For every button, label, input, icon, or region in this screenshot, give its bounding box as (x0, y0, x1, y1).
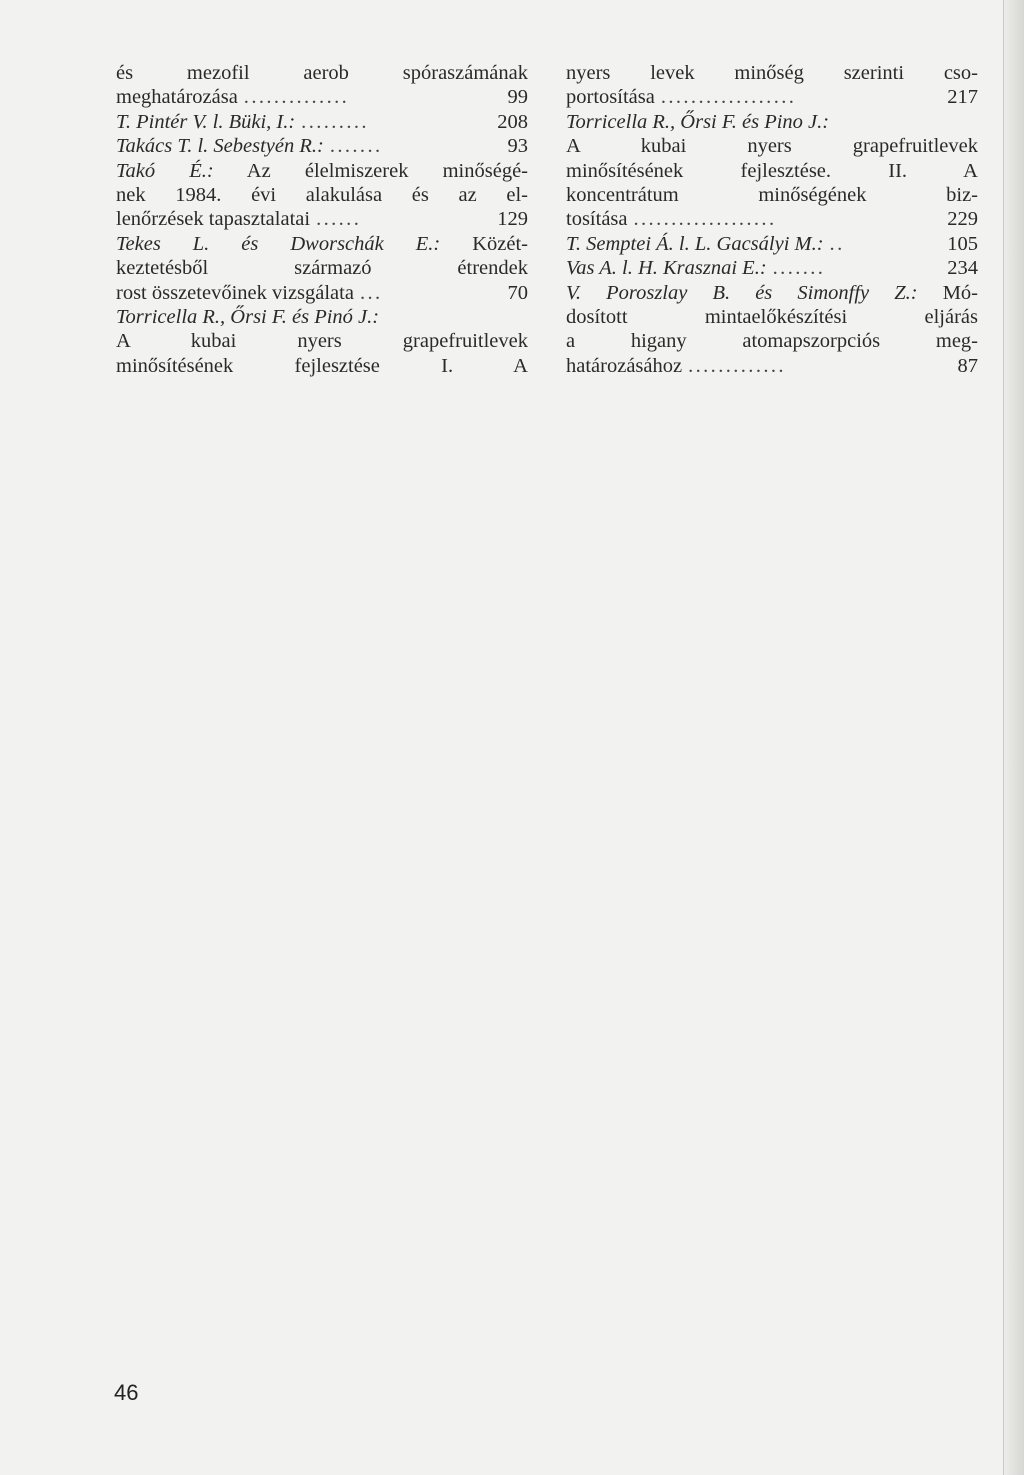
page-ref: 70 (507, 281, 528, 304)
entry-author: Takó É.: (116, 159, 214, 182)
entry-author: T. Semptei Á. l. L. Gacsályi M.: (566, 232, 824, 255)
entry-author: Vas A. l. H. Krasznai E.: (566, 257, 767, 280)
page-ref: 129 (497, 208, 528, 231)
index-line: nyers levek minőség szerinti cso- (566, 62, 978, 84)
entry-title: Az élelmiszerek minőségé- (213, 159, 529, 182)
entry-text: lenőrzések tapasztalatai (116, 208, 311, 231)
entry-author: Takács T. l. Sebestyén R.: (116, 135, 324, 158)
page-ref: 208 (497, 110, 528, 133)
entry-text: határozásához (566, 354, 683, 377)
dot-leader: .............. (243, 86, 350, 109)
index-entry (116, 110, 528, 134)
entry-author: V. Poroszlay B. és Simonffy Z.: (566, 281, 918, 304)
dot-leader: .................. (660, 86, 797, 109)
index-line (566, 281, 978, 305)
entry-text: portosítása (566, 86, 655, 109)
index-line: koncentrátum minőségének biz- (566, 183, 978, 206)
index-entry (116, 134, 528, 158)
index-entry (566, 256, 978, 280)
index-line: A kubai nyers grapefruitlevek (566, 135, 978, 158)
page-ref: 93 (507, 135, 528, 158)
index-entry (566, 354, 978, 378)
index-line: minősítésének fejlesztése. II. A (566, 159, 978, 182)
dot-leader: ...... (316, 208, 362, 231)
dot-leader: ................... (633, 208, 777, 231)
index-entry (116, 85, 528, 109)
index-entry (116, 281, 528, 305)
index-line (116, 159, 528, 183)
index-entry (566, 232, 978, 256)
page-ref: 105 (947, 232, 978, 255)
entry-title: Közét- (440, 232, 528, 255)
page-ref: 87 (957, 354, 978, 377)
page-edge-shadow (1003, 0, 1024, 1475)
index-line: nek 1984. évi alakulása és az el- (116, 183, 528, 206)
entry-text: meghatározása (116, 86, 238, 109)
index-line: a higany atomapszorpciós meg- (566, 330, 978, 353)
page-ref: 99 (507, 86, 528, 109)
index-column-left (116, 61, 528, 378)
dot-leader: ............. (688, 354, 786, 377)
index-entry (116, 207, 528, 231)
dot-leader: .. (829, 232, 845, 255)
index-entry (566, 207, 978, 231)
entry-text: tosítása (566, 208, 628, 231)
index-line: dosított mintaelőkészítési eljárás (566, 305, 978, 328)
dot-leader: ....... (772, 257, 826, 280)
index-line-author: Torricella R., Őrsi F. és Pino J.: (566, 110, 830, 133)
entry-author: Tekes L. és Dworschák E.: (116, 232, 441, 255)
page-ref: 217 (947, 86, 978, 109)
dot-leader: ....... (329, 135, 383, 158)
page-ref: 229 (947, 208, 978, 231)
index-line: keztetésből származó étrendek (116, 257, 528, 280)
dot-leader: ......... (301, 110, 369, 133)
dot-leader: ... (359, 281, 383, 304)
index-column-right (566, 61, 978, 378)
index-line: A kubai nyers grapefruitlevek (116, 330, 528, 353)
index-line-author: Torricella R., Őrsi F. és Pinó J.: (116, 305, 380, 328)
entry-text: rost összetevőinek vizsgálata (116, 281, 354, 304)
page-ref: 234 (947, 257, 978, 280)
index-line (116, 232, 528, 256)
index-line: minősítésének fejlesztése I. A (116, 354, 528, 377)
page-number: 46 (114, 1380, 139, 1405)
entry-title: Mó- (917, 281, 979, 304)
index-line: és mezofil aerob spóraszámának (116, 62, 528, 84)
entry-author: T. Pintér V. l. Büki, I.: (116, 110, 296, 133)
index-entry (566, 85, 978, 109)
